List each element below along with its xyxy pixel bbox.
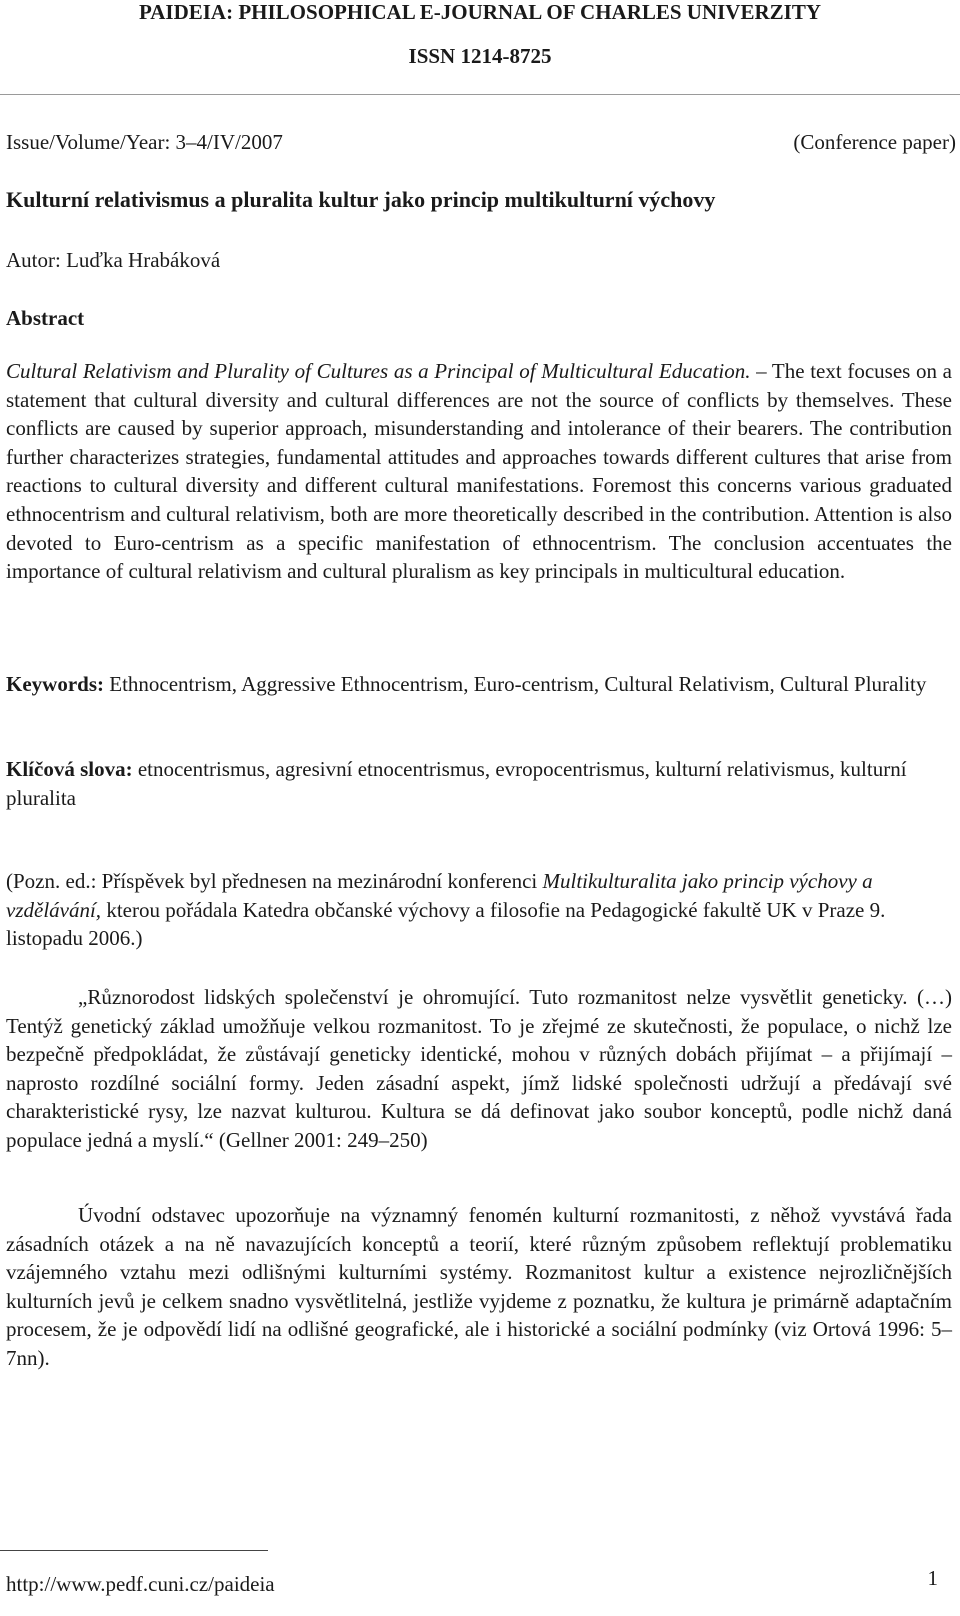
- gellner-quote: „Různorodost lidských společenství je ohromující. Tuto rozmanitost nelze vysvětlit geneticky. (…) Tentýž genetický základ umožňuje velkou rozmanitost. To je zřejmé ze skutečnosti, že populace, o nichž lze bezpečně předpokládat, že zůstávají geneticky identické, mohou v různých dobách přijímat – a přijímají – naprosto rozdílné sociální formy. Jeden zásadní aspekt, jímž lidské společnosti udržují a předávají své charakteristické rysy, lze nazvat kulturou. Kultura se dá definovat jako soubor konceptů, podle nichž daná populace jedná a myslí.“ (Gellner 2001: 249–250): [6, 985, 952, 1152]
- journal-title: PAIDEIA: PHILOSOPHICAL E-JOURNAL OF CHARLES UNIVERZITY: [138, 0, 821, 24]
- klicova-slova: [6, 755, 952, 812]
- author: Autor: Luďka Hrabáková: [6, 248, 221, 272]
- editor-note-prefix: (Pozn. ed.: Příspěvek byl přednesen na mezinárodní konferenci: [6, 869, 543, 893]
- issue-info: Issue/Volume/Year: 3–4/IV/2007: [6, 130, 283, 154]
- body-paragraph: Úvodní odstavec upozorňuje na významný fenomén kulturní rozmanitosti, z něhož vyvstává řada zásadních otázek a na ně navazujících konceptů a teorií, které různým způsobem reflektují problematiku vzájemného vztahu mezi odlišnými kulturními systémy. Rozmanitost kultur a existence nejrozličnějších kulturních jevů je celkem snadno vysvětlitelná, jestliže vyjdeme z poznatku, že kultura je primárně adaptačním procesem, že je odpovědí lidí na odlišné geografické, ale i historické a sociální podmínky (viz Ortová 1996: 5–7nn).: [6, 1203, 952, 1370]
- article-title: Kulturní relativismus a pluralita kultur jako princip multikulturní výchovy: [6, 187, 716, 212]
- paper-type: (Conference paper): [793, 130, 956, 154]
- klicova-slova-label: Klíčová slova:: [6, 757, 133, 781]
- abstract-text: [6, 357, 952, 586]
- issn: ISSN 1214-8725: [408, 44, 552, 68]
- conference-name: Multikulturalita jako princip výchovy a vzdělávání,: [6, 869, 873, 922]
- abstract-heading: Abstract: [6, 306, 85, 330]
- keywords: [6, 670, 952, 699]
- keywords-text: Ethnocentrism, Aggressive Ethnocentrism, Euro-centrism, Cultural Relativism, Cultural Plurality: [104, 672, 927, 696]
- footer-url: http://www.pedf.cuni.cz/paideia: [6, 1572, 275, 1596]
- abstract-dash: –: [750, 359, 772, 383]
- issue-row: [6, 130, 956, 155]
- header-divider: [0, 94, 960, 95]
- editor-note-suffix: kterou pořádala Katedra občanské výchovy a filosofie na Pedagogické fakultě UK v Praze 9. listopadu 2006.): [6, 897, 886, 950]
- abstract-body: The text focuses on a statement that cultural diversity and cultural differences are not the source of conflicts by themselves. These conflicts are caused by superior approach, misunderstanding and intolerance of their bearers. The contribution further characterizes strategies, fundamental attitudes and approaches towards different cultures that arise from reactions to cultural diversity and different cultural manifestations. Foremost this concerns various graduated ethnocentrism and cultural relativism, both are more theoretically described in the contribution. Attention is also devoted to Euro-centrism as a specific manifestation of ethnocentrism. The conclusion accentuates the importance of cultural relativism and cultural pluralism as key principals in multicultural education.: [6, 359, 952, 584]
- page-number: 1: [927, 1566, 938, 1590]
- abstract-english-title: Cultural Relativism and Plurality of Cultures as a Principal of Multicultural Education.: [6, 359, 751, 383]
- footer-divider: [0, 1550, 268, 1551]
- klicova-slova-text: etnocentrismus, agresivní etnocentrismus, evropocentrismus, kulturní relativismus, kulturní pluralita: [6, 757, 907, 810]
- editor-note: [6, 867, 952, 953]
- keywords-label: Keywords:: [6, 672, 104, 696]
